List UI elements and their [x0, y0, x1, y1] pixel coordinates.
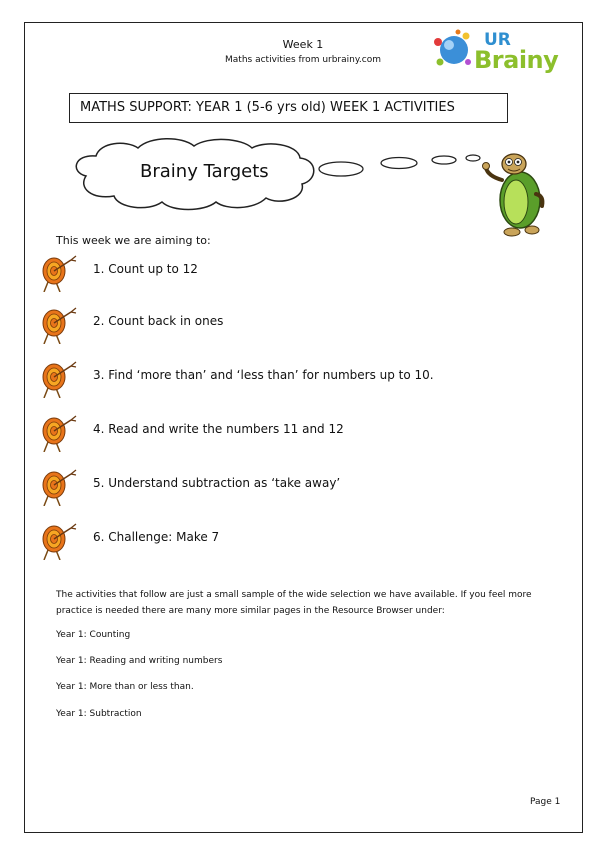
intro-text: This week we are aiming to:	[56, 234, 211, 247]
dartboard-target-icon	[38, 466, 78, 506]
resource-link-subtraction: Year 1: Subtraction	[56, 709, 142, 719]
target-label: 1. Count up to 12	[93, 262, 198, 276]
resource-link-reading-writing: Year 1: Reading and writing numbers	[56, 656, 223, 666]
target-item	[38, 520, 518, 560]
resource-note: The activities that follow are just a small sample of the wide selection we have available. If you feel more practice is needed there are many more similar pages in the Resource Browser under:	[56, 590, 532, 616]
logo-ur-text: UR	[484, 30, 511, 50]
target-label: 3. Find ‘more than’ and ‘less than’ for numbers up to 10.	[93, 368, 434, 382]
dartboard-target-icon	[38, 304, 78, 344]
target-label: 5. Understand subtraction as ‘take away’	[93, 476, 341, 490]
resource-link-more-less: Year 1: More than or less than.	[56, 682, 194, 692]
brainy-targets-title: Brainy Targets	[140, 161, 269, 182]
target-label: 4. Read and write the numbers 11 and 12	[93, 422, 344, 436]
target-item	[38, 358, 518, 398]
target-label: 2. Count back in ones	[93, 314, 224, 328]
page-title: Week 1	[282, 38, 324, 51]
dartboard-target-icon	[38, 358, 78, 398]
target-item	[38, 466, 518, 506]
resource-link-counting: Year 1: Counting	[56, 630, 131, 640]
dartboard-target-icon	[38, 252, 78, 292]
target-item	[38, 252, 518, 292]
dartboard-target-icon	[38, 412, 78, 452]
dartboard-target-icon	[38, 520, 78, 560]
activities-banner: MATHS SUPPORT: YEAR 1 (5-6 yrs old) WEEK 1 ACTIVITIES	[69, 93, 508, 123]
logo-brainy-text: Brainy	[474, 46, 559, 74]
thought-cloud-icon	[66, 136, 546, 216]
turtle-mascot-icon	[478, 150, 550, 240]
target-label: 6. Challenge: Make 7	[93, 530, 220, 544]
target-item	[38, 304, 518, 344]
target-item	[38, 412, 518, 452]
urbrainy-logo	[428, 26, 559, 76]
page-number: Page 1	[530, 797, 561, 807]
page-subtitle: Maths activities from urbrainy.com	[225, 55, 381, 65]
